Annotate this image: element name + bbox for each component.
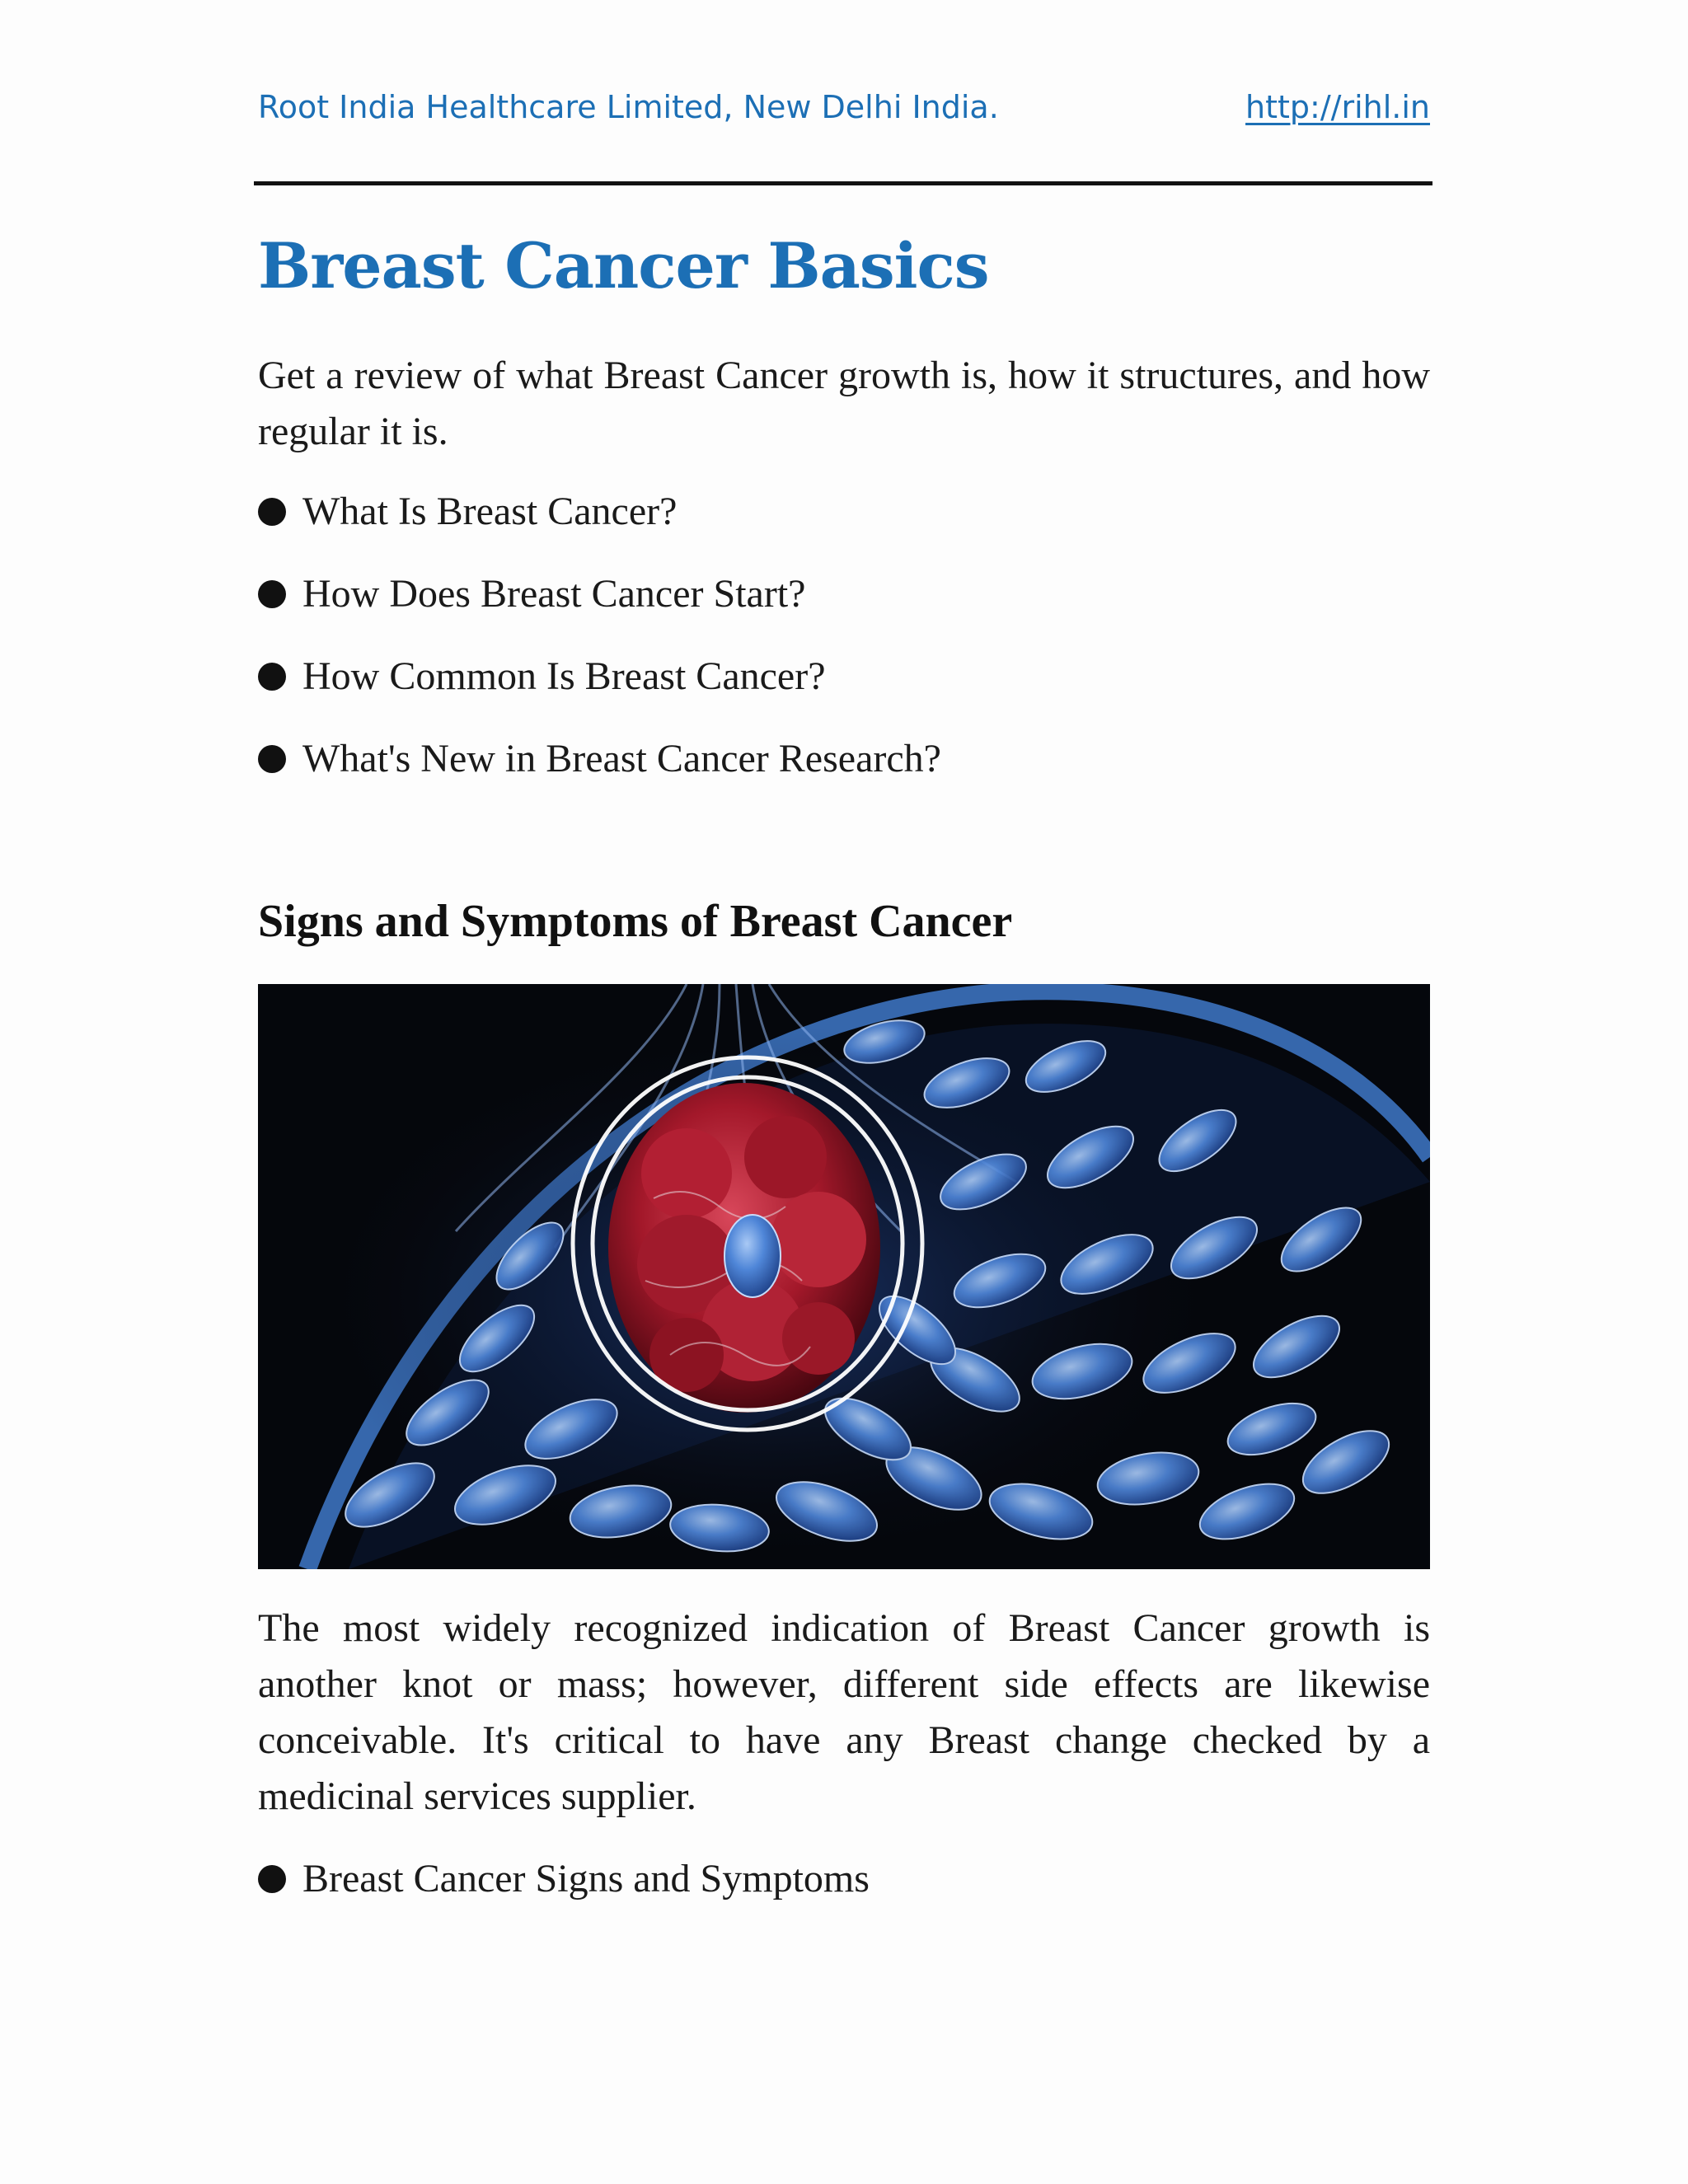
bullet-icon <box>258 745 286 773</box>
list-item-label: What Is Breast Cancer? <box>302 490 678 533</box>
list-item[interactable] <box>258 484 1430 566</box>
page-header <box>258 89 1430 138</box>
list-item-label: How Does Breast Cancer Start? <box>302 572 806 616</box>
list-item-label: What's New in Breast Cancer Research? <box>302 737 941 780</box>
symptoms-heading: Signs and Symptoms of Breast Cancer <box>258 896 1013 947</box>
basics-link-list <box>258 484 1430 813</box>
page-title: Breast Cancer Basics <box>258 229 989 302</box>
bullet-icon <box>258 663 286 691</box>
intro-paragraph: Get a review of what Breast Cancer growth is, how it structures, and how regular it is. <box>258 354 1430 453</box>
list-item[interactable] <box>258 1851 1430 1907</box>
list-item[interactable] <box>258 649 1430 731</box>
symptoms-paragraph: The most widely recognized indication of Breast Cancer growth is another knot or mass; however, different side effects are likewise conceivable. It's critical to have any Breast change checked by a medicinal services supplier. <box>258 1606 1430 1818</box>
tumor-illustration-icon <box>258 984 1430 1569</box>
header-divider <box>254 181 1432 185</box>
list-item[interactable] <box>258 731 1430 813</box>
bullet-icon <box>258 1865 286 1893</box>
header-url-link[interactable]: http://rihl.in <box>1245 89 1430 125</box>
list-item[interactable] <box>258 566 1430 649</box>
header-organization: Root India Healthcare Limited, New Delhi India. <box>258 89 999 125</box>
symptoms-link-list <box>258 1851 1430 1907</box>
bullet-icon <box>258 580 286 608</box>
list-item-label: How Common Is Breast Cancer? <box>302 654 826 698</box>
list-item-label: Breast Cancer Signs and Symptoms <box>302 1857 870 1900</box>
bullet-icon <box>258 498 286 526</box>
tumor-illustration <box>258 984 1430 1569</box>
